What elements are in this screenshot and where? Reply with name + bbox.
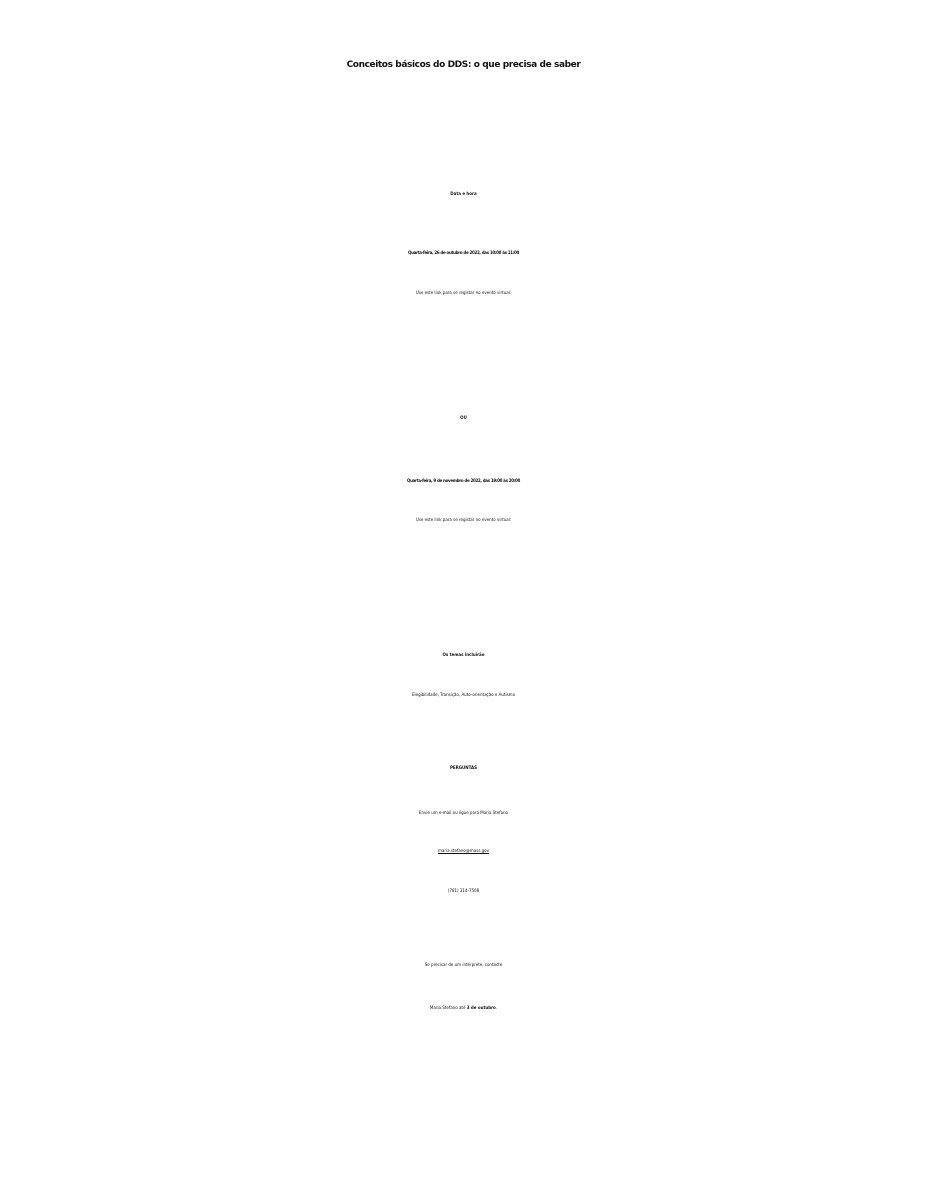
email-link[interactable]: maria.stefano@mass.gov xyxy=(438,848,489,853)
session-1-datetime: Quarta-feira, 26 de outubro de 2022, das 10:00 às 11:00 xyxy=(407,250,520,255)
interpreter-line-2 xyxy=(0,1005,927,1010)
interpreter-line-1: Se precisar de um intérprete, contacte xyxy=(424,962,503,967)
questions-heading: PERGUNTAS xyxy=(449,765,478,770)
questions-text: Envie um e-mail ou ligue para Maria Stefano xyxy=(418,810,509,815)
interpreter-suffix: . xyxy=(495,1005,498,1010)
topics-text: Elegibilidade, Transição, Auto-orientação e Autismo xyxy=(411,692,516,697)
phone-number: (781) 314-7508 xyxy=(447,888,480,893)
interpreter-deadline: 3 de outubro xyxy=(466,1005,496,1010)
date-heading: Data e hora xyxy=(450,191,477,196)
interpreter-prefix: Maria Stefano até xyxy=(429,1005,467,1010)
session-2-register-text: Use este link para se registar no evento virtual: xyxy=(415,517,512,522)
session-2-datetime: Quarta-feira, 9 de novembro de 2022, das 19:00 às 20:00 xyxy=(407,478,520,483)
session-1-register-text: Use este link para se registar no evento virtual: xyxy=(415,290,512,295)
topics-heading: Os temas incluirão xyxy=(442,652,485,657)
page-title: Conceitos básicos do DDS: o que precisa de saber xyxy=(346,60,581,70)
email-line xyxy=(0,848,927,853)
or-separator: OU xyxy=(460,415,467,420)
